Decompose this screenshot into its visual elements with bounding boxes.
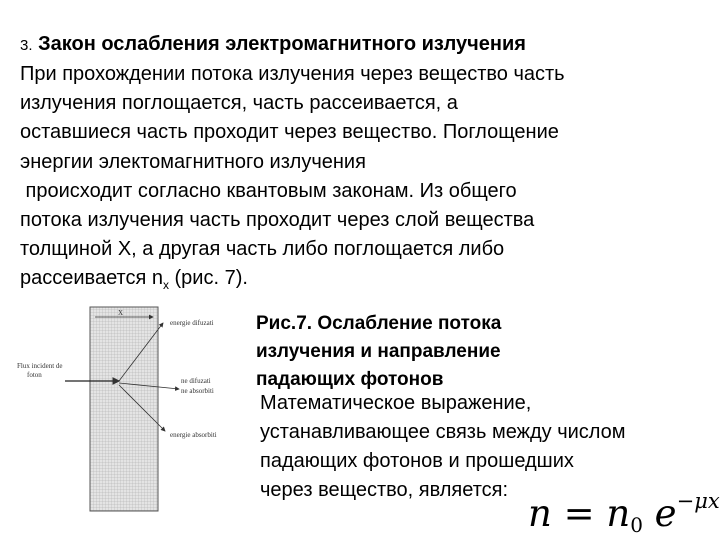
math-line: устанавливающее связь между числом xyxy=(260,421,626,443)
incident-label: foton xyxy=(27,371,42,379)
intro-last-text: рассеивается n xyxy=(20,267,163,290)
intro-line: оставшиеся часть проходит через вещество. Поглощение xyxy=(20,121,559,144)
scattered-label: energie difuzati xyxy=(170,319,214,327)
intro-line-last xyxy=(20,264,710,293)
caption-line: излучения и направление xyxy=(256,341,501,362)
section-title: Закон ослабления электромагнитного излучения xyxy=(38,33,526,55)
formula-subscript: 0 xyxy=(630,513,643,537)
intro-line: энергии электомагнитного излучения xyxy=(20,150,366,173)
intro-line: потока излучения часть проходит через слой вещества xyxy=(20,209,535,232)
transmitted-label: ne absorbiti xyxy=(181,387,214,395)
section-heading xyxy=(20,33,526,56)
intro-line: толщиной Х, а другая часть либо поглощается либо xyxy=(20,238,505,261)
figure-7 xyxy=(15,303,255,513)
formula-base: e xyxy=(642,492,677,535)
intro-line: излучения поглощается, часть рассеивается, а xyxy=(20,92,458,115)
math-line: падающих фотонов и прошедших xyxy=(260,450,574,472)
material-slab xyxy=(90,307,158,511)
incident-label: Flux incident de xyxy=(17,362,63,370)
attenuation-formula xyxy=(528,489,720,537)
intro-line: При прохождении потока излучения через вещество часть xyxy=(20,63,565,85)
transmitted-label: ne difuzati xyxy=(181,377,211,385)
section-number: 3. xyxy=(20,37,33,54)
thickness-label: X xyxy=(118,309,124,317)
attenuation-diagram xyxy=(15,303,255,513)
caption-line: Рис.7. Ослабление потока xyxy=(256,313,502,334)
intro-last-tail: (рис. 7). xyxy=(168,267,248,290)
math-description xyxy=(260,389,626,505)
formula-left: n = n xyxy=(528,492,631,535)
formula-exponent: −μx xyxy=(676,489,720,513)
math-line: через вещество, является: xyxy=(260,479,509,501)
subscript-x: x xyxy=(162,278,169,293)
math-line: Математическое выражение, xyxy=(260,392,532,414)
intro-line: происходит согласно квантовым законам. Из общего xyxy=(20,179,517,202)
intro-paragraph xyxy=(20,60,710,294)
absorbed-label: energie absorbiti xyxy=(170,431,217,439)
figure-caption xyxy=(256,310,501,394)
caption-line: падающих фотонов xyxy=(256,369,444,390)
